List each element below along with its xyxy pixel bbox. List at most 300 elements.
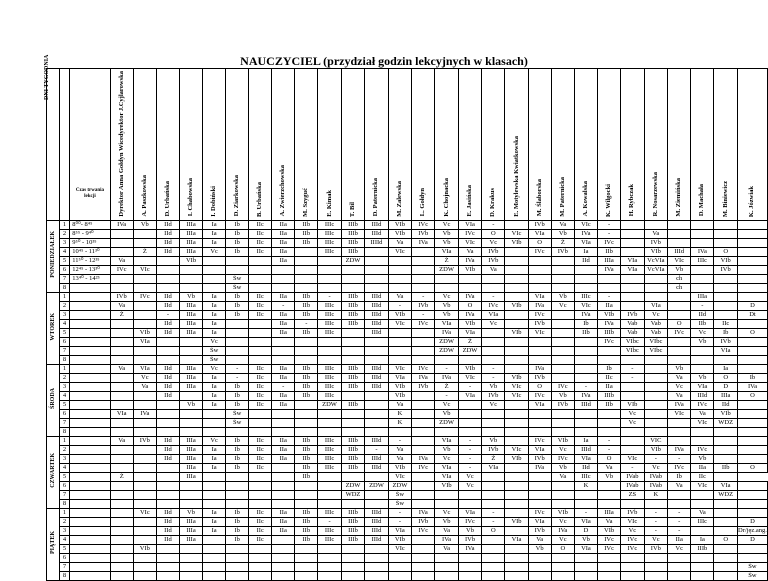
schedule-cell: IIb: [295, 436, 318, 445]
schedule-cell: Vab: [644, 319, 668, 328]
schedule-cell: -: [272, 382, 295, 391]
schedule-cell: D: [574, 526, 597, 535]
schedule-cell: IVa: [574, 391, 597, 400]
schedule-cell: Ia: [203, 328, 226, 337]
schedule-cell: [482, 274, 505, 283]
schedule-cell: IIIb: [341, 364, 364, 373]
schedule-cell: [505, 544, 528, 553]
schedule-cell: IId: [156, 535, 179, 544]
schedule-cell: O: [714, 373, 737, 382]
schedule-cell: [714, 472, 737, 481]
lesson-number: 3: [59, 526, 70, 535]
teacher-header: [179, 69, 202, 221]
schedule-cell: IVb: [714, 337, 737, 346]
schedule-cell: [272, 499, 295, 508]
schedule-cell: IVa: [110, 220, 133, 229]
schedule-cell: VIc: [621, 454, 644, 463]
schedule-cell: IIId: [365, 508, 388, 517]
schedule-cell: VIa: [505, 535, 528, 544]
schedule-cell: [110, 400, 133, 409]
schedule-cell: [110, 445, 133, 454]
schedule-cell: IVb: [528, 526, 551, 535]
schedule-cell: IIa: [272, 319, 295, 328]
teacher-header: [621, 69, 644, 221]
schedule-cell: Vc: [551, 517, 574, 526]
schedule-cell: [272, 571, 295, 580]
schedule-cell: IId: [714, 400, 737, 409]
schedule-cell: [133, 310, 156, 319]
teacher-header: [528, 69, 551, 221]
schedule-cell: IId: [156, 238, 179, 247]
schedule-cell: [714, 517, 737, 526]
schedule-cell: Ia: [203, 508, 226, 517]
schedule-cell: IIc: [249, 247, 272, 256]
schedule-cell: Ib: [226, 517, 249, 526]
schedule-cell: Ib: [226, 382, 249, 391]
lesson-number: 1: [59, 220, 70, 229]
schedule-cell: [574, 409, 597, 418]
schedule-cell: -: [621, 463, 644, 472]
schedule-cell: [574, 427, 597, 436]
schedule-cell: Św: [226, 418, 249, 427]
schedule-cell: Św: [226, 409, 249, 418]
lesson-time: [70, 391, 110, 400]
schedule-cell: [226, 571, 249, 580]
schedule-cell: Ib: [226, 454, 249, 463]
schedule-cell: VIc: [458, 373, 481, 382]
schedule-cell: IIIb: [341, 319, 364, 328]
schedule-cell: Vc: [551, 301, 574, 310]
schedule-cell: IIId: [365, 220, 388, 229]
schedule-cell: [156, 562, 179, 571]
schedule-cell: Ż: [435, 382, 458, 391]
schedule-cell: [574, 553, 597, 562]
schedule-cell: [714, 544, 737, 553]
schedule-cell: ZDW: [318, 400, 341, 409]
schedule-cell: IId: [574, 256, 597, 265]
schedule-cell: VIc: [528, 328, 551, 337]
schedule-cell: [621, 283, 644, 292]
schedule-cell: [714, 571, 737, 580]
lesson-time: [70, 481, 110, 490]
schedule-cell: [458, 499, 481, 508]
schedule-cell: IIIb: [341, 292, 364, 301]
schedule-cell: WDZ: [714, 490, 737, 499]
day-label: [47, 220, 60, 292]
schedule-cell: VIb: [505, 373, 528, 382]
schedule-cell: [226, 499, 249, 508]
lesson-time: [70, 472, 110, 481]
schedule-cell: [551, 364, 574, 373]
schedule-cell: IIIa: [179, 247, 202, 256]
schedule-cell: Vc: [644, 310, 668, 319]
schedule-cell: Vb: [551, 292, 574, 301]
schedule-cell: Va: [435, 526, 458, 535]
schedule-cell: [272, 544, 295, 553]
schedule-cell: [691, 526, 714, 535]
schedule-cell: IIb: [295, 328, 318, 337]
table-row: [47, 346, 768, 355]
schedule-cell: [528, 337, 551, 346]
schedule-cell: IVa: [412, 238, 435, 247]
schedule-cell: IIIb: [341, 517, 364, 526]
schedule-cell: [714, 283, 737, 292]
schedule-cell: [737, 508, 767, 517]
schedule-cell: [482, 427, 505, 436]
schedule-cell: Vb: [551, 463, 574, 472]
schedule-cell: [551, 490, 574, 499]
schedule-cell: ZDW: [435, 265, 458, 274]
schedule-cell: IId: [156, 301, 179, 310]
schedule-cell: Va: [482, 265, 505, 274]
schedule-cell: [505, 247, 528, 256]
schedule-cell: [156, 418, 179, 427]
teacher-header: [318, 69, 341, 221]
schedule-cell: [621, 562, 644, 571]
schedule-cell: [714, 292, 737, 301]
schedule-cell: Ia: [203, 382, 226, 391]
schedule-cell: [482, 544, 505, 553]
schedule-cell: Va: [435, 544, 458, 553]
schedule-cell: -: [644, 454, 668, 463]
schedule-cell: [203, 256, 226, 265]
schedule-cell: [621, 499, 644, 508]
schedule-cell: Va: [668, 373, 691, 382]
schedule-cell: [133, 472, 156, 481]
schedule-cell: [295, 400, 318, 409]
schedule-cell: [412, 436, 435, 445]
schedule-cell: IIIa: [179, 535, 202, 544]
schedule-cell: [644, 382, 668, 391]
schedule-cell: [341, 283, 364, 292]
schedule-cell: IVc: [668, 463, 691, 472]
schedule-cell: [295, 499, 318, 508]
schedule-cell: [482, 553, 505, 562]
schedule-cell: VIb: [388, 229, 411, 238]
schedule-cell: Vb: [668, 364, 691, 373]
schedule-cell: Ib: [226, 247, 249, 256]
schedule-cell: IIId: [365, 463, 388, 472]
table-row: [47, 247, 768, 256]
teacher-name: D. Krakus: [489, 187, 497, 217]
schedule-cell: Ib: [668, 472, 691, 481]
schedule-cell: VIa: [621, 256, 644, 265]
schedule-cell: IIIa: [179, 454, 202, 463]
schedule-cell: [598, 571, 621, 580]
schedule-cell: [133, 526, 156, 535]
table-row: [47, 454, 768, 463]
table-row: [47, 220, 768, 229]
schedule-cell: O: [737, 391, 767, 400]
schedule-cell: IIIa: [179, 472, 202, 481]
schedule-cell: IIb: [295, 292, 318, 301]
table-row: [47, 526, 768, 535]
schedule-cell: [621, 355, 644, 364]
schedule-cell: IIc: [249, 535, 272, 544]
schedule-cell: Va: [458, 247, 481, 256]
lesson-number: 6: [59, 409, 70, 418]
schedule-cell: [272, 409, 295, 418]
schedule-cell: [110, 337, 133, 346]
schedule-cell: [737, 427, 767, 436]
schedule-cell: -: [365, 445, 388, 454]
schedule-cell: IIIa: [179, 301, 202, 310]
schedule-cell: Va: [551, 472, 574, 481]
table-row: [47, 409, 768, 418]
lesson-time: [70, 571, 110, 580]
lesson-number: 6: [59, 265, 70, 274]
schedule-cell: [272, 355, 295, 364]
schedule-cell: [528, 553, 551, 562]
schedule-cell: Vc: [435, 292, 458, 301]
schedule-cell: VIc: [505, 445, 528, 454]
schedule-cell: Dt: [737, 310, 767, 319]
schedule-cell: [412, 472, 435, 481]
schedule-cell: [691, 346, 714, 355]
schedule-cell: [365, 274, 388, 283]
schedule-cell: IIId: [574, 400, 597, 409]
schedule-cell: IVc: [598, 535, 621, 544]
schedule-cell: [203, 571, 226, 580]
schedule-cell: IIIc: [318, 220, 341, 229]
schedule-cell: Vc: [551, 535, 574, 544]
schedule-cell: [737, 247, 767, 256]
schedule-cell: [295, 274, 318, 283]
schedule-cell: [226, 256, 249, 265]
schedule-cell: IIIa: [179, 373, 202, 382]
table-row: [47, 337, 768, 346]
schedule-cell: IIId: [365, 454, 388, 463]
schedule-cell: Vc: [482, 400, 505, 409]
schedule-cell: -: [272, 301, 295, 310]
lesson-number: 3: [59, 310, 70, 319]
schedule-cell: -: [598, 292, 621, 301]
schedule-cell: -: [156, 310, 179, 319]
schedule-cell: Vc: [435, 508, 458, 517]
schedule-cell: IId: [156, 364, 179, 373]
schedule-cell: [203, 490, 226, 499]
schedule-cell: Vc: [691, 328, 714, 337]
schedule-cell: IIc: [249, 238, 272, 247]
schedule-cell: IIa: [272, 526, 295, 535]
day-name: CZWARTEK: [49, 453, 56, 488]
schedule-cell: [388, 283, 411, 292]
schedule-cell: IIb: [295, 364, 318, 373]
schedule-cell: VIa: [435, 319, 458, 328]
schedule-cell: [737, 229, 767, 238]
schedule-cell: [133, 499, 156, 508]
schedule-cell: [482, 337, 505, 346]
schedule-cell: VIa: [528, 229, 551, 238]
schedule-cell: Vb: [435, 445, 458, 454]
schedule-cell: [737, 220, 767, 229]
schedule-cell: [644, 283, 668, 292]
lesson-number: 1: [59, 436, 70, 445]
day-label: [47, 508, 60, 580]
lesson-time: [70, 337, 110, 346]
schedule-cell: Ib: [226, 436, 249, 445]
schedule-cell: Ib: [226, 508, 249, 517]
schedule-cell: [551, 346, 574, 355]
schedule-cell: [644, 364, 668, 373]
lesson-number: 4: [59, 463, 70, 472]
schedule-cell: [714, 427, 737, 436]
schedule-cell: [505, 571, 528, 580]
schedule-cell: [179, 283, 202, 292]
schedule-cell: Św: [226, 274, 249, 283]
schedule-cell: -: [458, 445, 481, 454]
schedule-cell: VIa: [528, 400, 551, 409]
schedule-cell: IVc: [621, 544, 644, 553]
schedule-cell: [598, 418, 621, 427]
schedule-cell: [551, 553, 574, 562]
table-row: [47, 238, 768, 247]
schedule-cell: [691, 490, 714, 499]
schedule-cell: [295, 553, 318, 562]
schedule-cell: [365, 544, 388, 553]
schedule-cell: [737, 418, 767, 427]
schedule-cell: [203, 481, 226, 490]
schedule-cell: [644, 274, 668, 283]
page-title: NAUCZYCIEL (przydział godzin lekcyjnych w klasach): [240, 54, 528, 68]
schedule-cell: -: [668, 526, 691, 535]
schedule-cell: [388, 571, 411, 580]
schedule-cell: [644, 355, 668, 364]
schedule-cell: [714, 238, 737, 247]
schedule-cell: [179, 427, 202, 436]
schedule-cell: Ia: [203, 373, 226, 382]
schedule-cell: [458, 409, 481, 418]
schedule-cell: [365, 337, 388, 346]
schedule-cell: [110, 229, 133, 238]
schedule-cell: IIa: [272, 292, 295, 301]
schedule-cell: [365, 553, 388, 562]
schedule-cell: [295, 247, 318, 256]
schedule-cell: [714, 301, 737, 310]
schedule-cell: Ia: [203, 238, 226, 247]
schedule-cell: [388, 337, 411, 346]
schedule-cell: IIId: [365, 364, 388, 373]
schedule-cell: Vb: [435, 517, 458, 526]
schedule-cell: IIIa: [598, 508, 621, 517]
schedule-cell: IVb: [528, 319, 551, 328]
schedule-cell: IIIc: [318, 319, 341, 328]
schedule-cell: [203, 409, 226, 418]
schedule-cell: [272, 283, 295, 292]
schedule-cell: [505, 418, 528, 427]
schedule-cell: D: [737, 535, 767, 544]
schedule-cell: [598, 283, 621, 292]
schedule-cell: [156, 274, 179, 283]
schedule-cell: -: [482, 292, 505, 301]
schedule-cell: [621, 445, 644, 454]
schedule-cell: Vb: [691, 454, 714, 463]
schedule-cell: [668, 238, 691, 247]
lesson-time: [70, 355, 110, 364]
schedule-cell: [226, 346, 249, 355]
schedule-cell: VIa: [574, 517, 597, 526]
schedule-cell: [668, 301, 691, 310]
schedule-cell: [249, 409, 272, 418]
schedule-cell: IIIb: [341, 508, 364, 517]
teacher-name: L. Gołdyn: [419, 188, 427, 217]
schedule-cell: VIa: [133, 364, 156, 373]
schedule-cell: Ia: [203, 391, 226, 400]
schedule-cell: IVc: [412, 463, 435, 472]
schedule-cell: [737, 490, 767, 499]
schedule-cell: [435, 499, 458, 508]
schedule-cell: [644, 427, 668, 436]
schedule-cell: IVb: [458, 535, 481, 544]
schedule-cell: O: [528, 238, 551, 247]
schedule-cell: [505, 553, 528, 562]
schedule-cell: [668, 571, 691, 580]
schedule-cell: [714, 499, 737, 508]
schedule-cell: [691, 427, 714, 436]
schedule-cell: [714, 274, 737, 283]
schedule-cell: ZDW: [388, 481, 411, 490]
schedule-cell: [249, 256, 272, 265]
schedule-cell: VIb: [505, 238, 528, 247]
schedule-cell: IIc: [249, 229, 272, 238]
schedule-cell: [528, 499, 551, 508]
schedule-cell: IIId: [365, 535, 388, 544]
schedule-cell: [505, 220, 528, 229]
schedule-cell: [644, 418, 668, 427]
schedule-body: [47, 220, 768, 580]
schedule-cell: [574, 364, 597, 373]
schedule-cell: -: [458, 454, 481, 463]
schedule-cell: IId: [156, 220, 179, 229]
schedule-cell: [714, 454, 737, 463]
schedule-cell: [226, 544, 249, 553]
schedule-cell: IVa: [574, 310, 597, 319]
schedule-cell: [737, 400, 767, 409]
lesson-time: [70, 445, 110, 454]
day-name: PIĄTEK: [49, 531, 56, 555]
schedule-cell: Św: [203, 355, 226, 364]
schedule-cell: VIb: [388, 463, 411, 472]
table-row: [47, 418, 768, 427]
schedule-cell: [388, 553, 411, 562]
schedule-cell: Va: [388, 445, 411, 454]
schedule-cell: Va: [110, 301, 133, 310]
schedule-cell: [598, 562, 621, 571]
schedule-cell: [249, 346, 272, 355]
schedule-cell: [505, 337, 528, 346]
schedule-cell: [295, 427, 318, 436]
schedule-cell: [226, 319, 249, 328]
schedule-cell: [133, 229, 156, 238]
table-row: [47, 400, 768, 409]
schedule-cell: VIc: [691, 481, 714, 490]
schedule-cell: -: [226, 373, 249, 382]
schedule-cell: Ia: [203, 517, 226, 526]
lesson-number: 2: [59, 517, 70, 526]
schedule-cell: WDZ: [341, 490, 364, 499]
teacher-name: M. Ziemińska: [675, 177, 683, 217]
teacher-header: [226, 69, 249, 221]
schedule-cell: [482, 472, 505, 481]
schedule-cell: Va: [551, 220, 574, 229]
schedule-cell: [110, 481, 133, 490]
schedule-cell: VIc: [574, 220, 597, 229]
lesson-number: 1: [59, 364, 70, 373]
schedule-cell: IIb: [295, 391, 318, 400]
schedule-cell: [668, 355, 691, 364]
schedule-cell: VIa: [110, 409, 133, 418]
table-row: [47, 562, 768, 571]
